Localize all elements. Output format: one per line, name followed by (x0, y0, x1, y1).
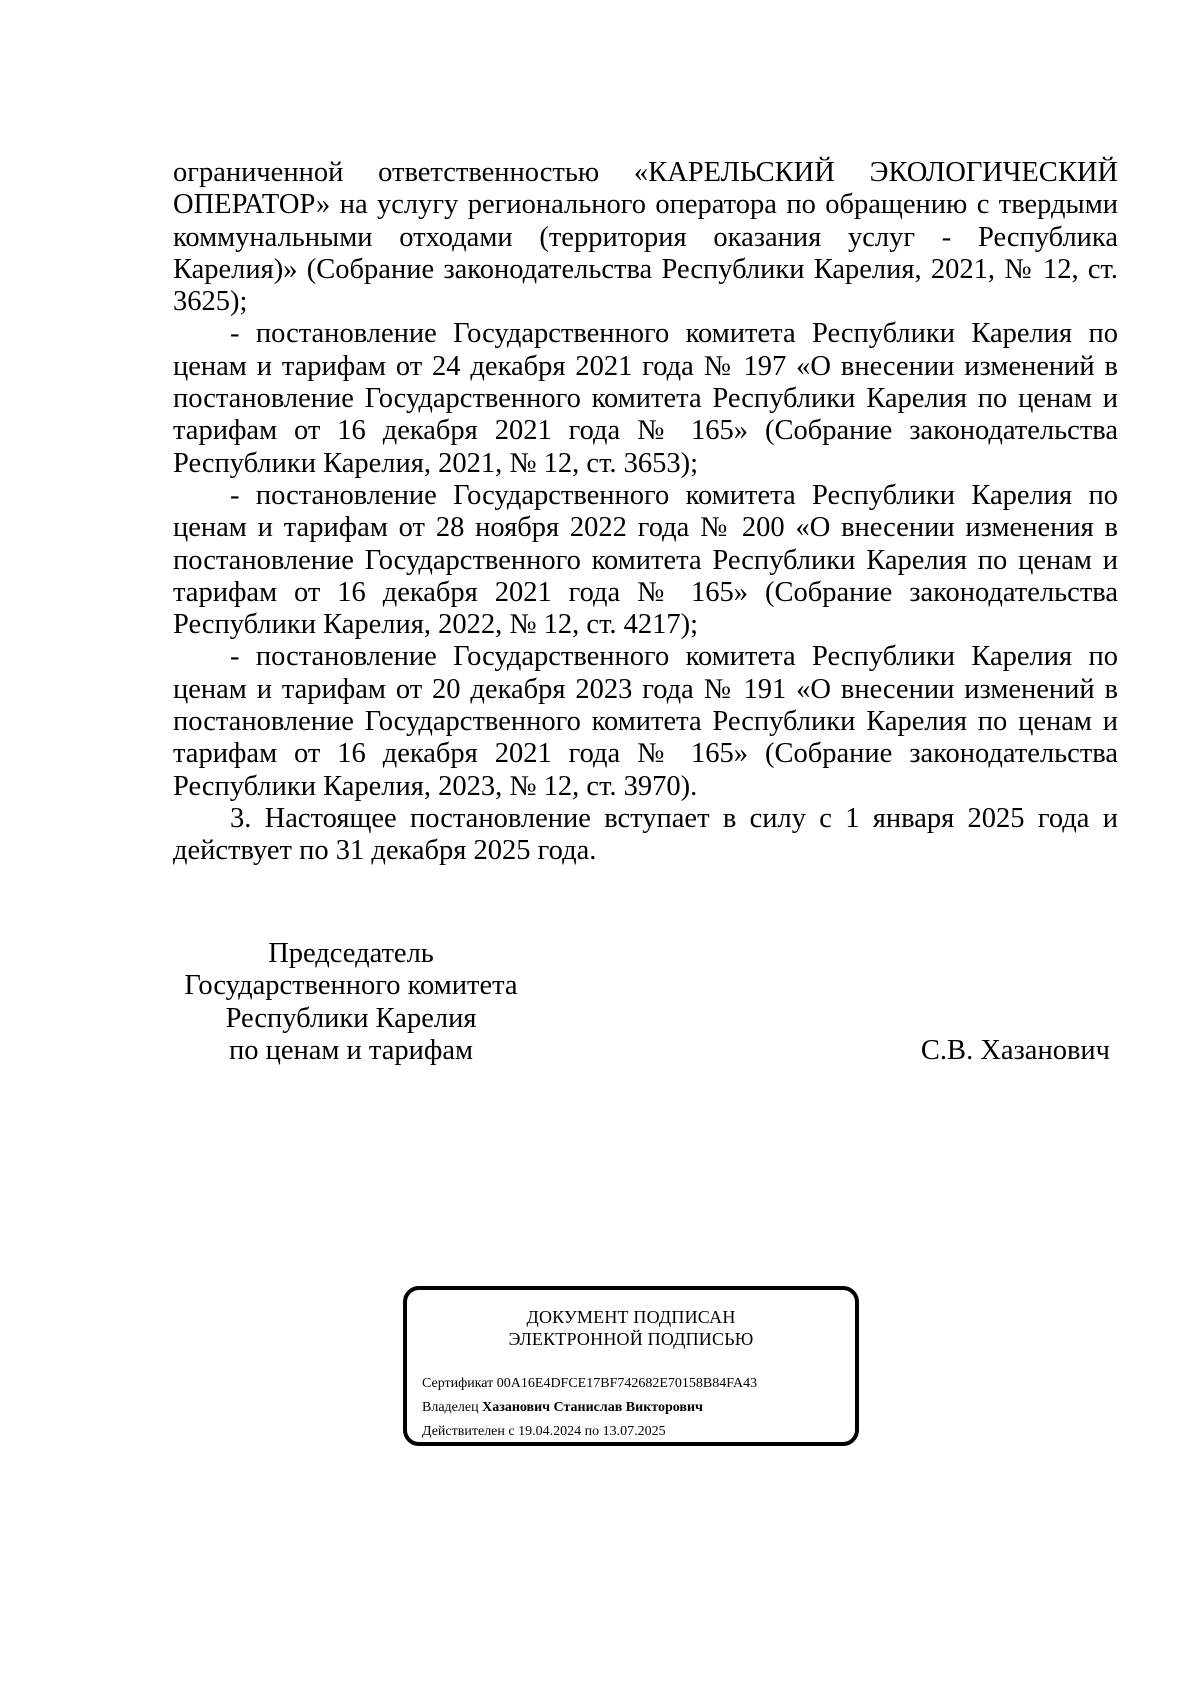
signatory-title-line: Государственного комитета (184, 970, 518, 1002)
certificate-label: Сертификат (422, 1376, 494, 1391)
stamp-validity-row (422, 1420, 757, 1444)
valid-from-value: 19.04.2024 (518, 1424, 582, 1439)
body-paragraph: - постановление Государственного комитета Республики Карелия по ценам и тарифам от 28 ноября 2022 года № 200 «О внесении изменения в постановление Государственного комитета Республики Карелия по ценам и тарифам от 16 декабря 2021 года № 165» (Собрание законодательства Республики Карелия, 2022, № 12, ст. 4217); (173, 479, 1118, 641)
signatory-title-line: Республики Карелия (225, 1002, 477, 1034)
owner-label: Владелец (422, 1400, 479, 1415)
body-paragraph: - постановление Государственного комитета Республики Карелия по ценам и тарифам от 24 декабря 2021 года № 197 «О внесении изменений в постановление Государственного комитета Республики Карелия по ценам и тарифам от 16 декабря 2021 года № 165» (Собрание законодательства Республики Карелия, 2021, № 12, ст. 3653); (173, 318, 1118, 479)
electronic-signature-stamp (403, 1286, 859, 1446)
signatory-name: С.В. Хазанович (920, 1035, 1110, 1066)
owner-value: Хазанович Станислав Викторович (482, 1400, 703, 1415)
stamp-heading-line: ДОКУМЕНТ ПОДПИСАН (526, 1307, 736, 1327)
valid-label: Действителен с (422, 1424, 515, 1439)
body-paragraph: 3. Настоящее постановление вступает в силу с 1 января 2025 года и действует по 31 декабря 2025 года. (173, 802, 1118, 867)
stamp-heading (407, 1306, 855, 1350)
stamp-certificate-row (422, 1372, 757, 1396)
document-body (173, 157, 1118, 868)
body-paragraph: ограниченной ответственностью «КАРЕЛЬСКИЙ ЭКОЛОГИЧЕСКИЙ ОПЕРАТОР» на услугу регионального оператора по обращению с твердыми коммунальными отходами (территория оказания услуг - Республика Карелия)» (Собрание законодательства Республики Карелия, 2021, № 12, ст. 3625); (173, 157, 1118, 318)
body-paragraph: - постановление Государственного комитета Республики Карелия по ценам и тарифам от 20 декабря 2023 года № 191 «О внесении изменений в постановление Государственного комитета Республики Карелия по ценам и тарифам от 16 декабря 2021 года № 165» (Собрание законодательства Республики Карелия, 2023, № 12, ст. 3970). (173, 641, 1118, 802)
valid-to-value: 13.07.2025 (602, 1424, 666, 1439)
stamp-owner-row (422, 1396, 757, 1420)
stamp-details (422, 1372, 757, 1444)
valid-to-label: по (584, 1424, 600, 1439)
signatory-title (173, 938, 529, 1067)
certificate-value: 00A16E4DFCE17BF742682E70158B84FA43 (496, 1376, 758, 1391)
signatory-title-line: Председатель (268, 938, 434, 969)
stamp-heading-line: ЭЛЕКТРОННОЙ ПОДПИСЬЮ (508, 1329, 754, 1349)
signatory-title-line: по ценам и тарифам (228, 1034, 474, 1066)
